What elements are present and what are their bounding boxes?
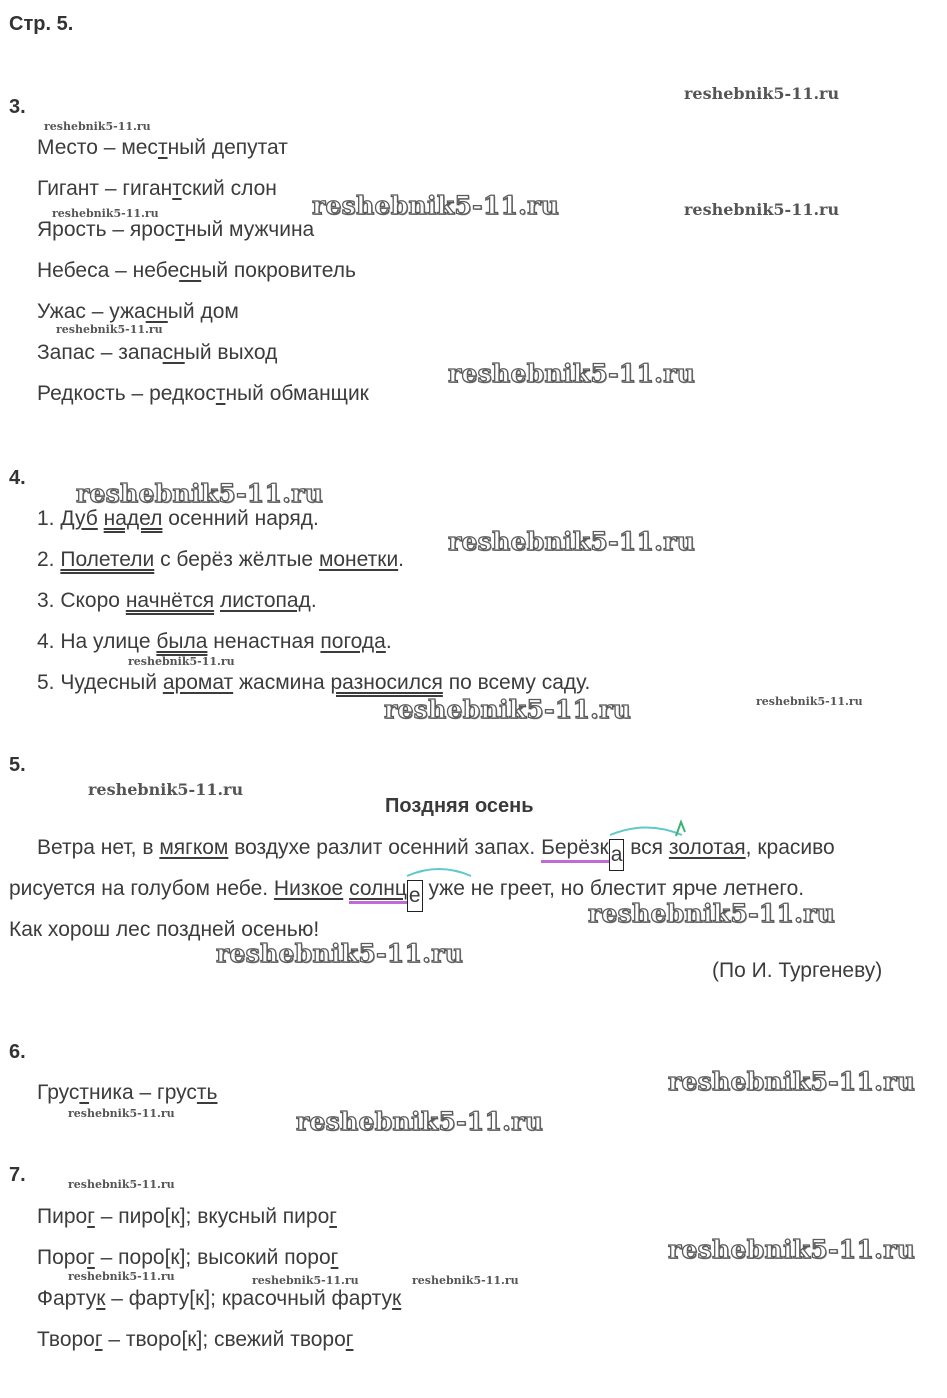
watermark: reshebnik5-11.ru bbox=[668, 1067, 916, 1096]
ending-box: а bbox=[609, 839, 625, 871]
task3-line-3: Ярость – яростный мужчина bbox=[37, 218, 315, 241]
task4-sentence-1: 1. Дуб надел осенний наряд. bbox=[37, 507, 319, 530]
task3-line-7: Редкость – редкостный обманщик bbox=[37, 382, 369, 405]
root-solnc: солнц bbox=[349, 877, 407, 904]
watermark: reshebnik5-11.ru bbox=[56, 323, 163, 336]
task3-line-2: Гигант – гигантский слон bbox=[37, 177, 277, 200]
watermark: reshebnik5-11.ru bbox=[684, 84, 840, 103]
root-arc-icon bbox=[405, 862, 475, 878]
watermark: reshebnik5-11.ru bbox=[448, 359, 696, 388]
watermark: reshebnik5-11.ru bbox=[252, 1274, 359, 1287]
watermark: reshebnik5-11.ru bbox=[44, 120, 151, 133]
watermark: reshebnik5-11.ru bbox=[88, 780, 244, 799]
watermark: reshebnik5-11.ru bbox=[68, 1178, 175, 1191]
root-berez: Берёзк bbox=[541, 836, 609, 863]
task3-line-5: Ужас – ужасный дом bbox=[37, 300, 239, 323]
task7-line-2: Порог – поро[к]; высокий порог bbox=[37, 1246, 339, 1269]
watermark: reshebnik5-11.ru bbox=[296, 1107, 544, 1136]
watermark: reshebnik5-11.ru bbox=[76, 479, 324, 508]
ending-box: е bbox=[407, 880, 423, 912]
task4-sentence-2: 2. Полетели с берёз жёлтые монетки. bbox=[37, 548, 405, 571]
task3-line-6: Запас – запасный выход bbox=[37, 341, 278, 364]
task5-paragraph-line-2: рисуется на голубом небе. Низкое солнце уже не греет, но блестит ярче летнего. bbox=[9, 877, 804, 912]
task4-sentence-3: 3. Скоро начнётся листопад. bbox=[37, 589, 317, 612]
watermark: reshebnik5-11.ru bbox=[128, 655, 235, 668]
watermark: reshebnik5-11.ru bbox=[384, 695, 632, 724]
watermark: reshebnik5-11.ru bbox=[52, 207, 159, 220]
task7-number: 7. bbox=[9, 1164, 26, 1186]
root-arc-icon bbox=[608, 818, 688, 838]
watermark: reshebnik5-11.ru bbox=[668, 1235, 916, 1264]
watermark: reshebnik5-11.ru bbox=[216, 939, 464, 968]
watermark: reshebnik5-11.ru bbox=[412, 1274, 519, 1287]
task4-number: 4. bbox=[9, 467, 26, 489]
task3-number: 3. bbox=[9, 96, 26, 118]
task7-line-1: Пирог – пиро[к]; вкусный пирог bbox=[37, 1205, 337, 1228]
task5-paragraph-line-3: Как хорош лес поздней осенью! bbox=[9, 918, 320, 941]
task6-line: Грустника – грусть bbox=[37, 1081, 218, 1104]
task7-line-4: Творог – творо[к]; свежий творог bbox=[37, 1328, 354, 1351]
watermark: reshebnik5-11.ru bbox=[312, 191, 560, 220]
task5-title: Поздняя осень bbox=[385, 795, 534, 817]
watermark: reshebnik5-11.ru bbox=[448, 527, 696, 556]
task5-paragraph-line-1: Ветра нет, в мягком воздухе разлит осенний запах. Берёзка вся золотая, красиво bbox=[37, 836, 835, 871]
task7-line-3: Фартук – фарту[к]; красочный фартук bbox=[37, 1287, 402, 1310]
task3-line-1: Место – местный депутат bbox=[37, 136, 288, 159]
task6-number: 6. bbox=[9, 1041, 26, 1063]
watermark: reshebnik5-11.ru bbox=[588, 899, 836, 928]
task3-line-4: Небеса – небесный покровитель bbox=[37, 259, 356, 282]
watermark: reshebnik5-11.ru bbox=[684, 200, 840, 219]
watermark: reshebnik5-11.ru bbox=[68, 1270, 175, 1283]
task5-number: 5. bbox=[9, 754, 26, 776]
task5-source: (По И. Тургеневу) bbox=[712, 959, 883, 982]
watermark: reshebnik5-11.ru bbox=[68, 1107, 175, 1120]
page-header: Стр. 5. bbox=[9, 13, 74, 35]
watermark: reshebnik5-11.ru bbox=[756, 695, 863, 708]
task4-sentence-5: 5. Чудесный аромат жасмина разносился по всему саду. bbox=[37, 671, 591, 694]
task4-sentence-4: 4. На улице была ненастная погода. bbox=[37, 630, 392, 653]
